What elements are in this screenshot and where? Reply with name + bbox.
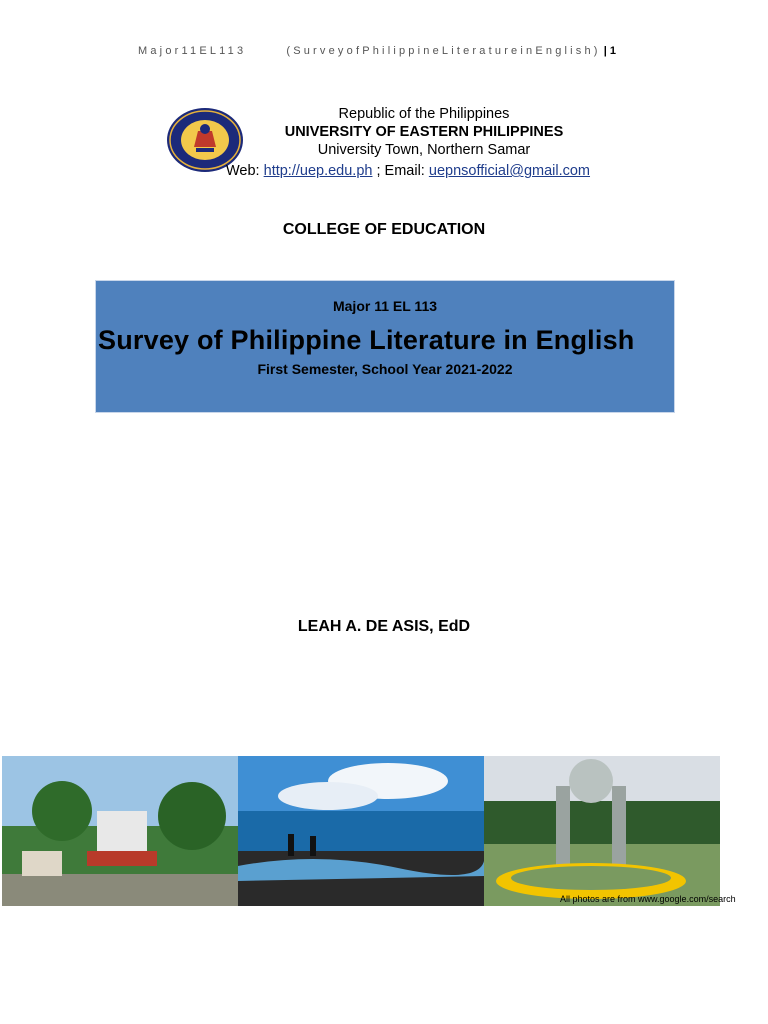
page-number: 1 <box>609 45 617 57</box>
header-course-title: (SurveyofPhilippineLiteratureinEnglish) <box>286 45 601 57</box>
running-header <box>138 45 616 57</box>
header-separator: | <box>603 45 607 57</box>
photo-monument <box>2 756 238 906</box>
university-address: University Town, Northern Samar <box>317 142 531 158</box>
course-semester: First Semester, School Year 2021-2022 <box>257 361 513 377</box>
author-name: LEAH A. DE ASIS, EdD <box>297 618 471 635</box>
email-label: ; Email: <box>372 163 425 179</box>
website-link[interactable]: http://uep.edu.ph <box>263 163 373 179</box>
course-banner <box>95 280 675 413</box>
country-line: Republic of the Philippines <box>338 106 510 122</box>
university-name: UNIVERSITY OF EASTERN PHILIPPINES <box>284 124 564 140</box>
contact-line <box>226 163 590 179</box>
header-course-code: Major11EL113 <box>138 45 247 57</box>
photo-beach <box>238 756 484 906</box>
photo-credit: All photos are from www.google.com/search <box>560 894 736 904</box>
course-code: Major 11 EL 113 <box>332 298 438 314</box>
web-label: Web: <box>226 163 260 179</box>
college-name: COLLEGE OF EDUCATION <box>282 221 486 238</box>
email-link[interactable]: uepnsofficial@gmail.com <box>428 163 591 179</box>
course-title: Survey of Philippine Literature in English <box>98 325 635 355</box>
photo-centennial-arch <box>484 756 720 906</box>
